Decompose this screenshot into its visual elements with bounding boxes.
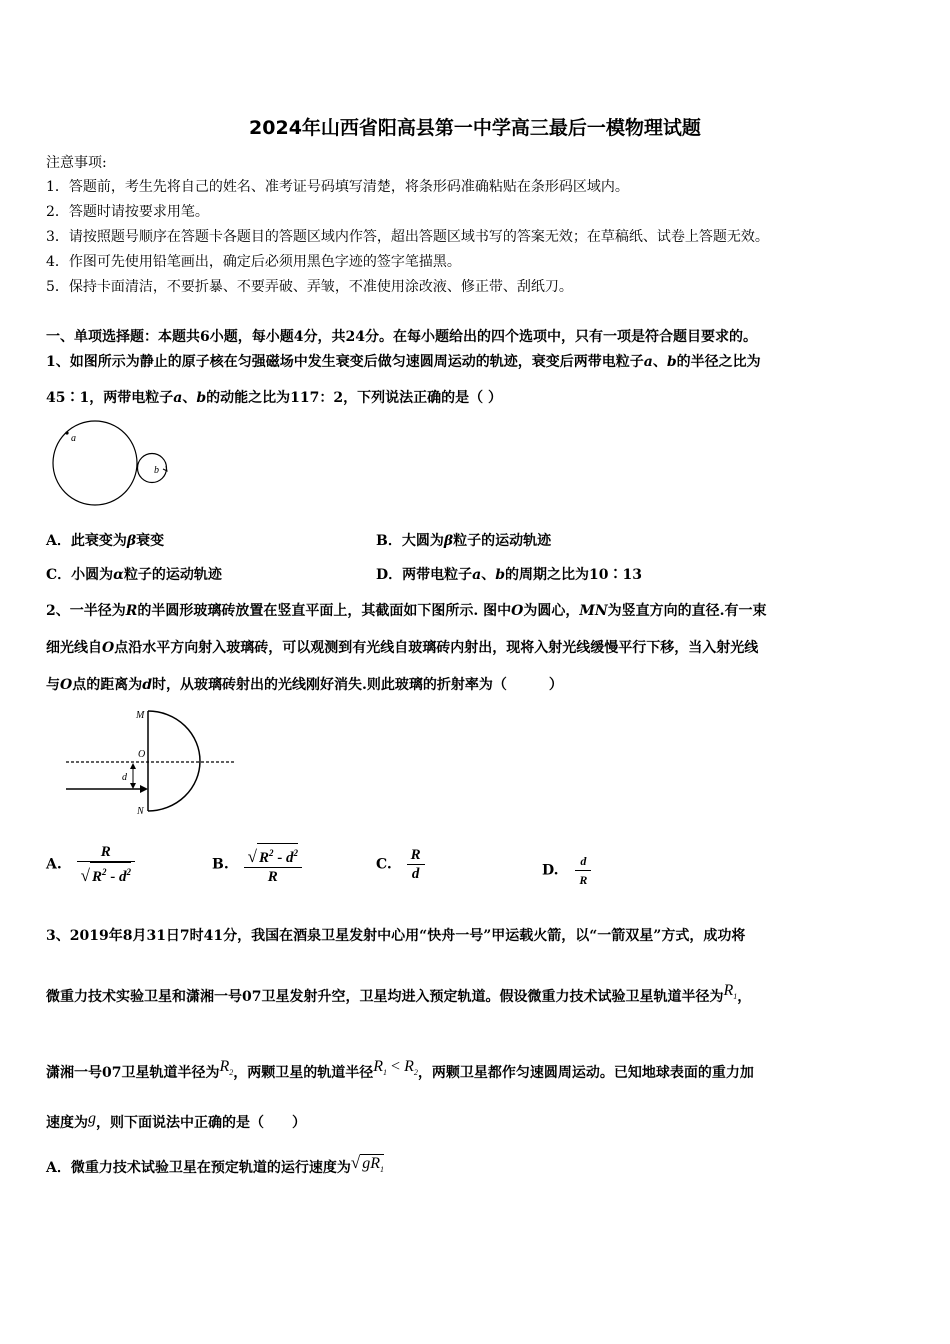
inequality: $R_1 < R_2$ — [373, 1058, 418, 1078]
comma: ， — [737, 989, 752, 1005]
small-circle — [138, 454, 167, 483]
var-O: O — [511, 603, 524, 619]
q2-text: 的半圆形玻璃砖放置在竖直平面上，其截面如下图所示. 图中 — [137, 603, 512, 619]
sqrt-gR1 — [350, 1153, 384, 1175]
q3-stem-line1: 3、2019年8月31日7时41分，我国在酒泉卫星发射中心用“快舟一号”甲运载火箭，以“一箭双星”方式，成功将 — [46, 928, 746, 944]
section-heading: 一、单项选择题：本题共6小题，每小题4分，共24分。在每小题给出的四个选项中，只有一项是符合题目要求的。 — [46, 329, 757, 345]
q2-text: 点的距离为 — [72, 677, 143, 693]
var-R: R — [125, 603, 138, 619]
q3-text: 潇湘一号07卫星轨道半径为 — [46, 1065, 220, 1081]
option-text: 的周期之比为10∶13 — [505, 567, 642, 583]
q2-option-c[interactable] — [376, 846, 425, 896]
q2-text: 点沿水平方向射入玻璃砖，可以观测到有光线自玻璃砖内射出，现将入射光线缓慢平行下移，当入射光线 — [114, 640, 759, 656]
sqrt-icon: √ — [350, 1153, 361, 1172]
q1-option-b[interactable] — [376, 532, 551, 550]
q2-text: 为圆心， — [523, 603, 580, 619]
notice-item: 1．答题前，考生先将自己的姓名、准考证号码填写清楚，将条形码准确粘贴在条形码区域内。 — [46, 179, 629, 195]
option-text: C．小圆为 — [46, 567, 114, 583]
q2-option-b[interactable] — [212, 843, 302, 893]
q1-stem-line2 — [46, 389, 502, 407]
option-text: 粒子的运动轨迹 — [453, 533, 552, 549]
q2-text: 为竖直方向的直径.有一束 — [607, 603, 767, 619]
q3-text: ，两颗卫星都作匀速圆周运动。已知地球表面的重力加 — [417, 1065, 754, 1081]
q2-text: 与 — [46, 677, 60, 693]
q3-stem-line3 — [46, 1058, 754, 1088]
var-b: b — [495, 567, 506, 583]
var-a: a — [472, 567, 482, 583]
q3-stem-line4 — [46, 1110, 306, 1132]
notice-item: 2．答题时请按要求用笔。 — [46, 204, 209, 220]
q3-text: ，两颗卫星的轨道半径 — [233, 1065, 374, 1081]
label-b: b — [154, 465, 159, 476]
sqrt-body: $gR_1$ — [360, 1154, 384, 1179]
label-O: O — [138, 749, 146, 760]
notice-item: 4．作图可先使用铅笔画出，确定后必须用黑色字迹的签字笔描黑。 — [46, 254, 461, 270]
option-text: A．此衰变为 — [46, 533, 127, 549]
d-arrow-down — [130, 783, 136, 789]
q2-stem-line3 — [46, 676, 563, 694]
d-arrow-up — [130, 763, 136, 769]
var-g: g — [88, 1110, 96, 1127]
denominator: R — [244, 867, 302, 886]
separator: 、 — [182, 390, 197, 406]
label-d: d — [122, 772, 127, 783]
var-O: O — [60, 677, 73, 693]
var-b: b — [196, 390, 207, 406]
q1-option-c[interactable] — [46, 566, 222, 584]
q2-option-d[interactable] — [542, 852, 591, 902]
q1-stem-line1 — [46, 353, 761, 371]
q2-text: 时，从玻璃砖射出的光线刚好消失.则此玻璃的折射率为（ ） — [152, 677, 563, 693]
label-M: M — [136, 710, 145, 721]
var-b: b — [666, 354, 677, 370]
option-text: 衰变 — [136, 533, 165, 549]
var-a: a — [643, 354, 653, 370]
semicircle — [148, 711, 200, 811]
sqrt-icon: √ — [247, 847, 257, 866]
fraction — [407, 846, 425, 883]
var-a: a — [173, 390, 183, 406]
q1-text: 的半径之比为 — [676, 354, 761, 370]
sqrt-body: $R^2 - d^2$ — [257, 843, 298, 867]
notice-item: 3．请按照题号顺序在答题卡各题目的答题区域内作答，超出答题区域书写的答案无效；在草稿纸、试卷上答题无效。 — [46, 229, 769, 245]
denominator: d — [407, 864, 425, 883]
q3-stem-line2 — [46, 982, 752, 1012]
beta-symbol: β — [126, 533, 137, 549]
particle-dot-a — [65, 431, 68, 434]
q1-figure — [50, 420, 180, 510]
denominator: R — [575, 870, 591, 889]
q1-option-d[interactable] — [376, 566, 642, 584]
var-MN: MN — [579, 603, 608, 619]
fraction — [77, 843, 135, 886]
q2-option-a[interactable] — [46, 843, 135, 893]
q2-stem-line2 — [46, 639, 758, 657]
q3-text: 微重力技术实验卫星和潇湘一号07卫星发射升空，卫星均进入预定轨道。假设微重力技术试验卫星轨道半径为 — [46, 989, 724, 1005]
numerator — [244, 843, 302, 867]
q2-text: 2、一半径为 — [46, 603, 126, 619]
q2-text: 细光线自 — [46, 640, 102, 656]
numerator: R — [100, 844, 111, 860]
notice-item: 5．保持卡面清洁，不要折暴、不要弄破、弄皱，不准使用涂改液、修正带、刮纸刀。 — [46, 279, 573, 295]
option-text: 粒子的运动轨迹 — [123, 567, 222, 583]
var-d: d — [142, 677, 152, 693]
q3-text: 速度为 — [46, 1115, 88, 1131]
sqrt-body: $R^2 - d^2$ — [90, 862, 131, 886]
separator: 、 — [481, 567, 496, 583]
q3-text: ，则下面说法中正确的是（ ） — [96, 1115, 306, 1131]
var-O: O — [102, 640, 115, 656]
q1-option-a[interactable] — [46, 532, 164, 550]
var-R1: $R_1$ — [723, 982, 738, 1002]
option-text: D．两带电粒子 — [376, 567, 473, 583]
q1-text: 1、如图所示为静止的原子核在匀强磁场中发生衰变后做匀速圆周运动的轨迹，衰变后两带电粒子 — [46, 354, 644, 370]
option-label: A. — [46, 856, 62, 873]
beta-symbol: β — [443, 533, 454, 549]
q3-option-a[interactable] — [46, 1153, 384, 1183]
numerator: R — [410, 847, 421, 863]
var-R2: $R_2$ — [219, 1058, 234, 1078]
fraction — [244, 843, 302, 886]
label-a: a — [71, 433, 76, 444]
option-label: D. — [542, 862, 559, 879]
arrow-b — [163, 466, 167, 471]
separator: 、 — [652, 354, 667, 370]
option-label: C. — [376, 856, 392, 873]
page-title: 2024年山西省阳高县第一中学高三最后一模物理试题 — [249, 117, 701, 139]
option-text: A．微重力技术试验卫星在预定轨道的运行速度为 — [46, 1160, 351, 1176]
sqrt-icon: √ — [80, 866, 90, 885]
numerator: d — [580, 854, 587, 868]
q1-text: 的动能之比为117：2，下列说法正确的是（ ） — [206, 390, 502, 406]
ray-arrowhead — [140, 785, 148, 793]
alpha-symbol: α — [113, 567, 124, 583]
denominator — [77, 861, 135, 886]
q2-stem-line1 — [46, 602, 767, 620]
q2-figure — [60, 705, 240, 820]
fraction — [575, 852, 591, 889]
label-N: N — [137, 806, 144, 817]
option-text: B．大圆为 — [376, 533, 444, 549]
option-label: B. — [212, 856, 229, 873]
notice-heading: 注意事项: — [46, 155, 107, 171]
q1-text: 45∶1，两带电粒子 — [46, 390, 174, 406]
